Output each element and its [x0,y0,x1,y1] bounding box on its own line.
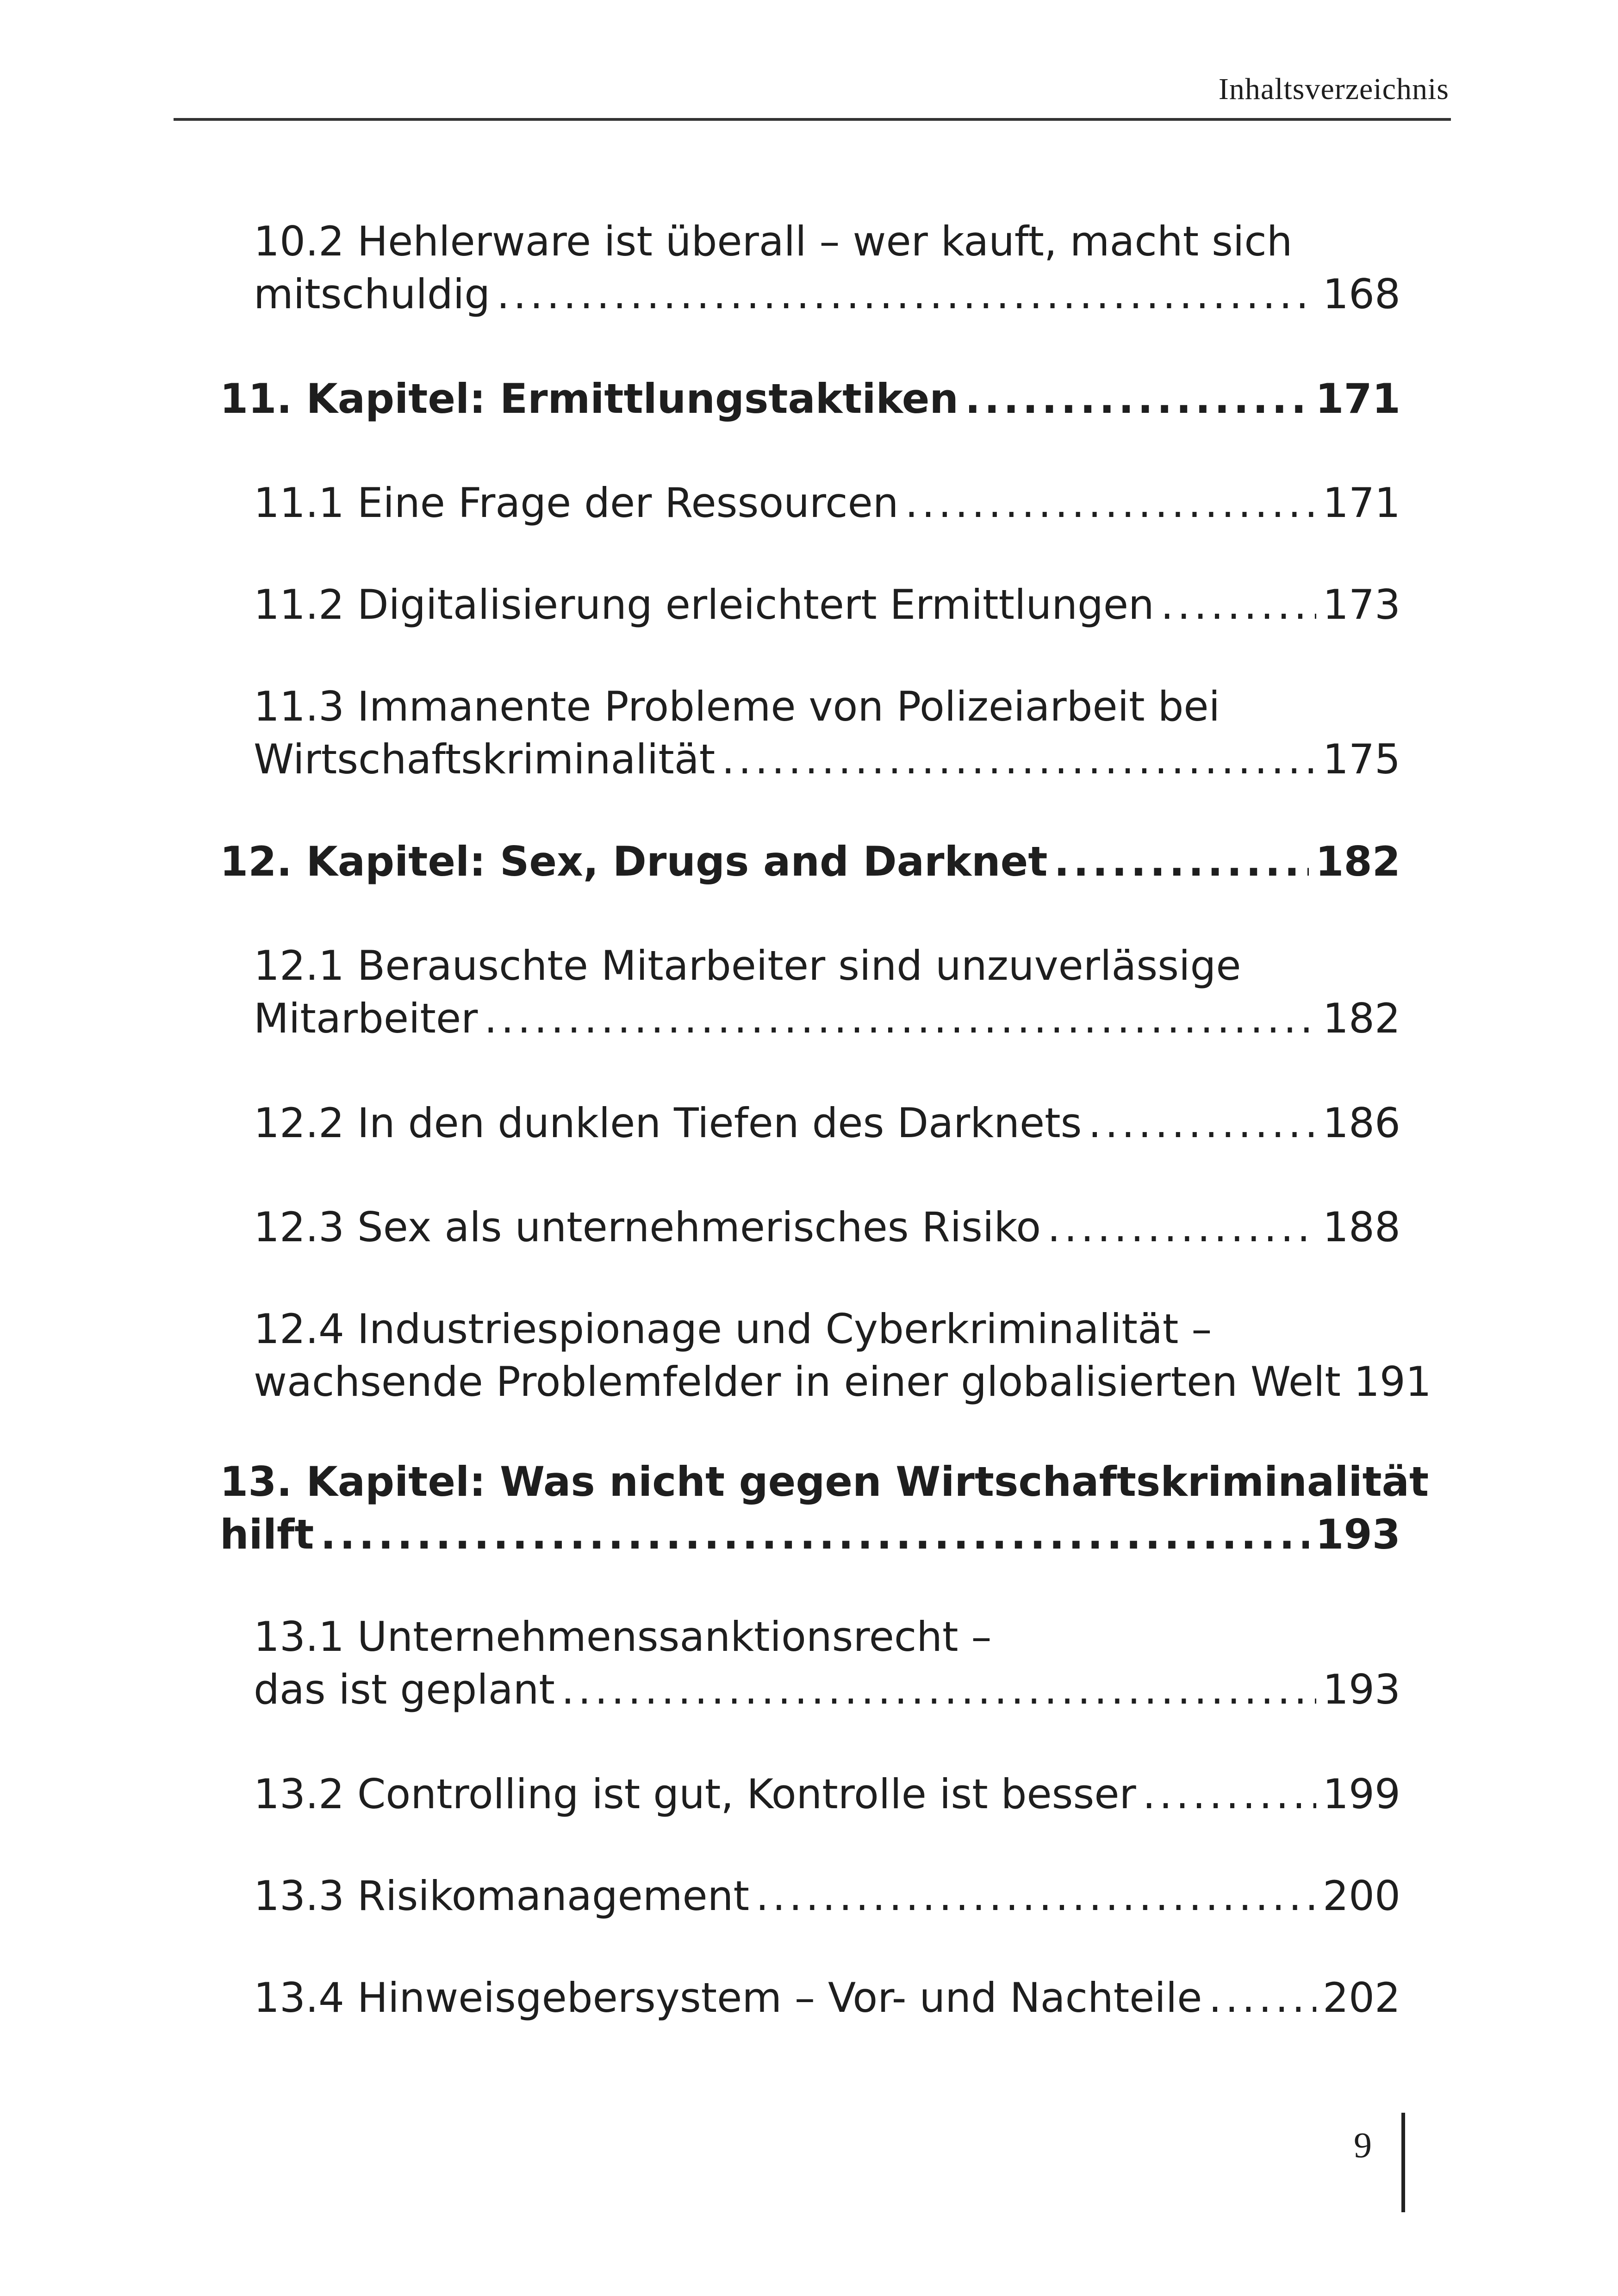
toc-entry-page: 188 [1323,1203,1400,1251]
toc-entry-title: 11.1 Eine Frage der Ressourcen [254,479,899,527]
toc-chapter-page: 193 [1315,1511,1400,1558]
toc-entry-10-2[interactable] [254,215,1400,321]
dot-leader [561,1663,1316,1716]
toc-chapter-11[interactable] [220,373,1400,425]
toc-entry-title: wachsende Problemfelder in einer globalisierten Welt [254,1358,1341,1406]
toc-entry-12-4[interactable] [254,1303,1431,1408]
dot-leader [722,733,1316,786]
toc-chapter-title: 11. Kapitel: Ermittlungstaktiken [220,375,959,423]
dot-leader [756,1870,1316,1923]
toc-chapter-13[interactable] [220,1456,1429,1561]
toc-entry-title-line: 11.3 Immanente Probleme von Polizeiarbeit bei [254,683,1220,730]
dot-leader [497,268,1316,321]
toc-entry-13-1[interactable] [254,1611,1400,1716]
toc-entry-page: 171 [1323,479,1400,527]
toc-chapter-page: 182 [1315,838,1400,885]
toc-entry-title: 13.2 Controlling ist gut, Kontrolle ist besser [254,1770,1136,1818]
toc-chapter-title-line: 13. Kapitel: Was nicht gegen Wirtschaftskriminalität [220,1458,1429,1506]
toc-entry-12-2[interactable] [254,1097,1400,1150]
toc-entry-title: mitschuldig [254,270,491,318]
toc-entry-11-3[interactable] [254,680,1400,786]
toc-entry-title: das ist geplant [254,1666,555,1713]
toc-entry-title-line: 12.4 Industriespionage und Cyberkriminalität – [254,1305,1212,1353]
toc-entry-page: 186 [1323,1099,1400,1147]
toc-entry-11-2[interactable] [254,579,1400,631]
toc-entry-page: 200 [1323,1872,1400,1920]
dot-leader [1143,1768,1316,1821]
toc-entry-page: 202 [1323,1974,1400,2022]
toc-entry-page: 191 [1353,1358,1431,1406]
toc-chapter-title: 12. Kapitel: Sex, Drugs and Darknet [220,838,1048,885]
dot-leader [1088,1097,1316,1150]
toc-chapter-title: hilft [220,1511,314,1558]
dot-leader [965,373,1309,425]
toc-entry-title-line: 12.1 Berauschte Mitarbeiter sind unzuverlässige [254,942,1241,989]
dot-leader [1047,1201,1316,1254]
running-head-title: Inhaltsverzeichnis [1218,72,1449,106]
dot-leader [320,1508,1309,1561]
header-rule [174,118,1451,121]
toc-entry-page: 182 [1323,995,1400,1042]
toc-entry-page: 175 [1323,735,1400,783]
toc-entry-13-3[interactable] [254,1870,1400,1923]
toc-entry-13-2[interactable] [254,1768,1400,1821]
toc-entry-title: Wirtschaftskriminalität [254,735,716,783]
dot-leader [905,477,1316,529]
toc-entry-title: 13.4 Hinweisgebersystem – Vor- und Nachteile [254,1974,1202,2022]
toc-entry-page: 199 [1323,1770,1400,1818]
dot-leader [484,992,1316,1045]
toc-entry-title-line: 10.2 Hehlerware ist überall – wer kauft, macht sich [254,218,1293,265]
toc-entry-title: 11.2 Digitalisierung erleichtert Ermittlungen [254,581,1154,628]
toc-entry-12-1[interactable] [254,940,1400,1045]
page-number: 9 [1354,2125,1372,2165]
toc-entry-12-3[interactable] [254,1201,1400,1254]
toc-entry-11-1[interactable] [254,477,1400,529]
toc-entry-title-line: 13.1 Unternehmenssanktionsrecht – [254,1613,992,1661]
dot-leader [1208,1972,1316,2024]
toc-entry-page: 193 [1323,1666,1400,1713]
toc-entry-page: 168 [1323,270,1400,318]
toc-entry-page: 173 [1323,581,1400,628]
toc-entry-13-4[interactable] [254,1972,1400,2024]
page-number-rule [1401,2113,1405,2212]
dot-leader [1054,835,1309,888]
toc-chapter-page: 171 [1315,375,1400,423]
toc-chapter-12[interactable] [220,835,1400,888]
toc-entry-title: 12.3 Sex als unternehmerisches Risiko [254,1203,1041,1251]
toc-entry-title: 12.2 In den dunklen Tiefen des Darknets [254,1099,1082,1147]
toc-entry-title: 13.3 Risikomanagement [254,1872,749,1920]
dot-leader [1161,579,1316,631]
toc-entry-title: Mitarbeiter [254,995,478,1042]
